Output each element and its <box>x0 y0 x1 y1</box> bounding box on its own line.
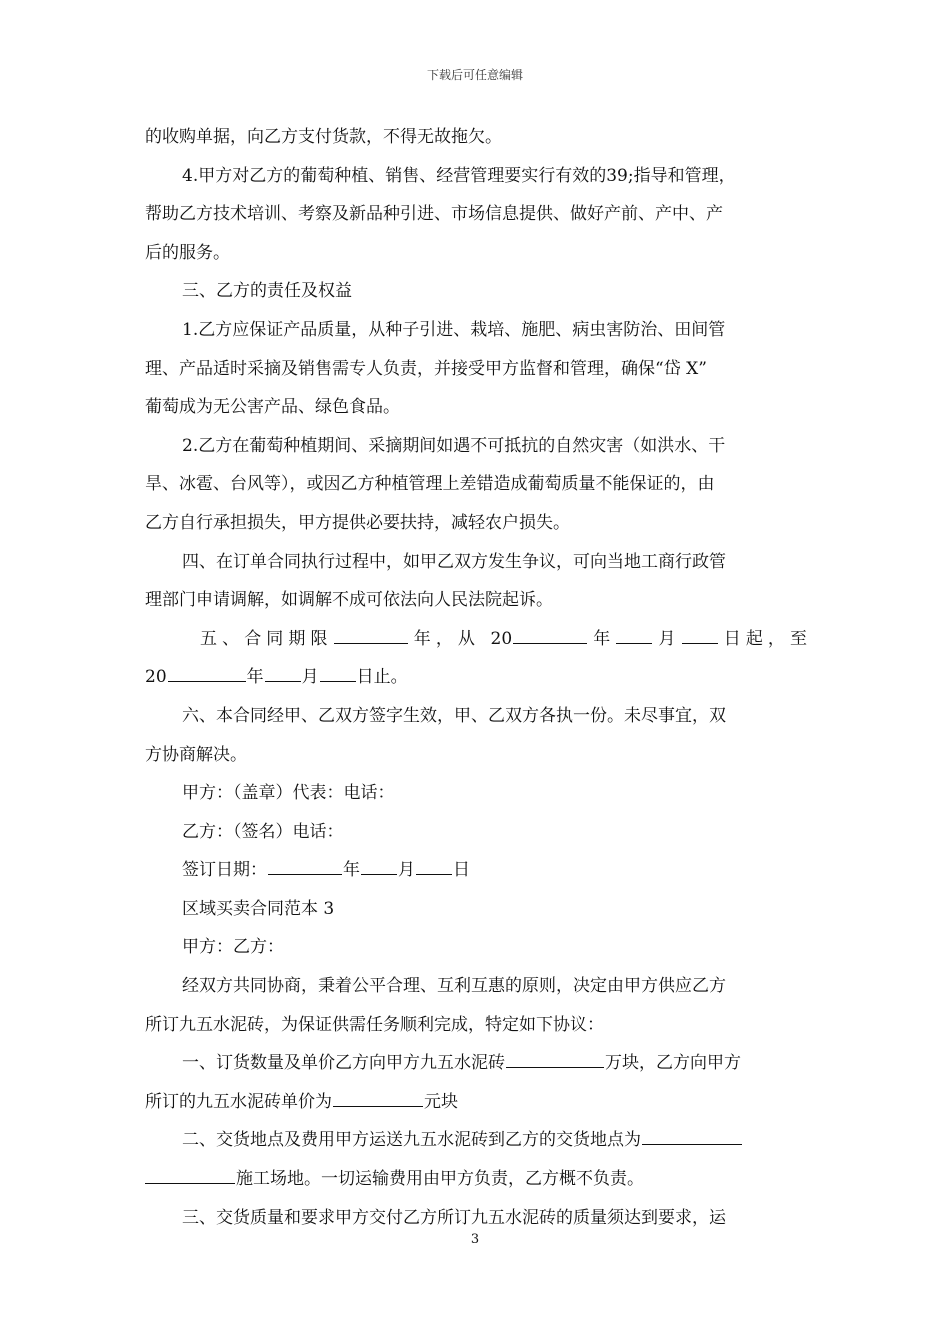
blank-line <box>145 1166 235 1184</box>
signing-date-line <box>145 851 807 890</box>
paragraph-line <box>145 1044 807 1083</box>
paragraph-line: 1.乙方应保证产品质量，从种子引进、栽培、施肥、病虫害防治、田间管 <box>182 319 726 340</box>
clause-text: 一、订货数量及单价乙方向甲方九五水泥砖 <box>182 1053 505 1074</box>
paragraph-line: 帮助乙方技术培训、考察及新品种引进、市场信息提供、做好产前、产中、产 <box>145 204 723 225</box>
term-text: 年 <box>588 628 616 649</box>
paragraph-line: 六、本合同经甲、乙双方签字生效，甲、乙双方各执一份。未尽事宜，双 <box>182 705 726 726</box>
signature-line-party-b: 乙方：（签名）电话： <box>182 821 344 842</box>
date-text: 月 <box>398 860 415 881</box>
term-text: 年 <box>246 667 264 688</box>
term-text: 月 <box>301 667 319 688</box>
blank-line <box>268 857 342 875</box>
blank-line <box>334 626 408 644</box>
paragraph-line: 理部门申请调解，如调解不成可依法向人民法院起诉。 <box>145 590 553 611</box>
paragraph-line: 葡萄成为无公害产品、绿色食品。 <box>145 397 400 418</box>
page-number: 3 <box>470 1232 480 1247</box>
paragraph-line: 三、交货质量和要求甲方交付乙方所订九五水泥砖的质量须达到要求，运 <box>182 1207 726 1228</box>
term-text: 年，从 20 <box>408 628 513 649</box>
section-title: 区域买卖合同范本 3 <box>182 898 335 919</box>
contract-term-line <box>145 620 807 659</box>
paragraph-line: 方协商解决。 <box>145 744 247 765</box>
blank-line <box>513 626 587 644</box>
date-label: 签订日期： <box>182 860 267 881</box>
clause-text: 元块 <box>424 1091 458 1112</box>
clause-text: 施工场地。一切运输费用由甲方负责，乙方概不负责。 <box>236 1169 644 1190</box>
clause-text: 二、交货地点及费用甲方运送九五水泥砖到乙方的交货地点为 <box>182 1130 641 1151</box>
blank-line <box>506 1050 604 1068</box>
blank-line <box>361 857 397 875</box>
section-heading: 三、乙方的责任及权益 <box>182 281 352 302</box>
document-body <box>145 118 807 1237</box>
clause-text: 万块，乙方向甲方 <box>605 1053 741 1074</box>
paragraph-line: 所订九五水泥砖，为保证供需任务顺利完成，特定如下协议： <box>145 1014 604 1035</box>
blank-line <box>265 664 301 682</box>
paragraph-line: 的收购单据，向乙方支付货款，不得无故拖欠。 <box>145 127 502 147</box>
paragraph-line <box>145 1083 807 1122</box>
signature-line-party-a: 甲方：（盖章）代表：电话： <box>182 783 395 804</box>
date-text: 年 <box>343 860 360 881</box>
paragraph-line: 理、产品适时采摘及销售需专人负责，并接受甲方监督和管理，确保“岱 X” <box>145 358 707 379</box>
paragraph-line: 后的服务。 <box>145 242 230 263</box>
blank-line <box>642 1127 742 1145</box>
blank-line <box>682 626 718 644</box>
blank-line <box>616 626 652 644</box>
paragraph-line <box>145 1160 807 1199</box>
parties-line: 甲方：乙方： <box>182 937 284 958</box>
paragraph-line: 4.甲方对乙方的葡萄种植、销售、经营管理要实行有效的39;指导和管理， <box>182 165 736 186</box>
term-text: 日止。 <box>356 667 408 688</box>
blank-line <box>168 664 246 682</box>
term-text: 20 <box>145 667 167 688</box>
paragraph-line: 2.乙方在葡萄种植期间、采摘期间如遇不可抵抗的自然灾害（如洪水、干 <box>182 435 726 456</box>
paragraph-line <box>145 1121 807 1160</box>
blank-line <box>416 857 452 875</box>
contract-term-line <box>145 658 807 697</box>
paragraph-line: 乙方自行承担损失，甲方提供必要扶持，减轻农户损失。 <box>145 512 570 533</box>
blank-line <box>320 664 356 682</box>
term-label: 五、合同期限 <box>200 628 333 649</box>
term-text: 日起，至 <box>718 628 808 649</box>
paragraph-line: 四、在订单合同执行过程中，如甲乙双方发生争议，可向当地工商行政管 <box>182 551 726 572</box>
date-text: 日 <box>453 860 470 881</box>
paragraph-line: 经双方共同协商，秉着公平合理、互利互惠的原则，决定由甲方供应乙方 <box>182 976 726 997</box>
page-header: 下载后可任意编辑 <box>426 68 523 82</box>
clause-text: 所订的九五水泥砖单价为 <box>145 1091 332 1112</box>
term-text: 月 <box>653 628 681 649</box>
blank-line <box>333 1089 423 1107</box>
paragraph-line: 旱、冰雹、台风等），或因乙方种植管理上差错造成葡萄质量不能保证的，由 <box>145 474 715 495</box>
